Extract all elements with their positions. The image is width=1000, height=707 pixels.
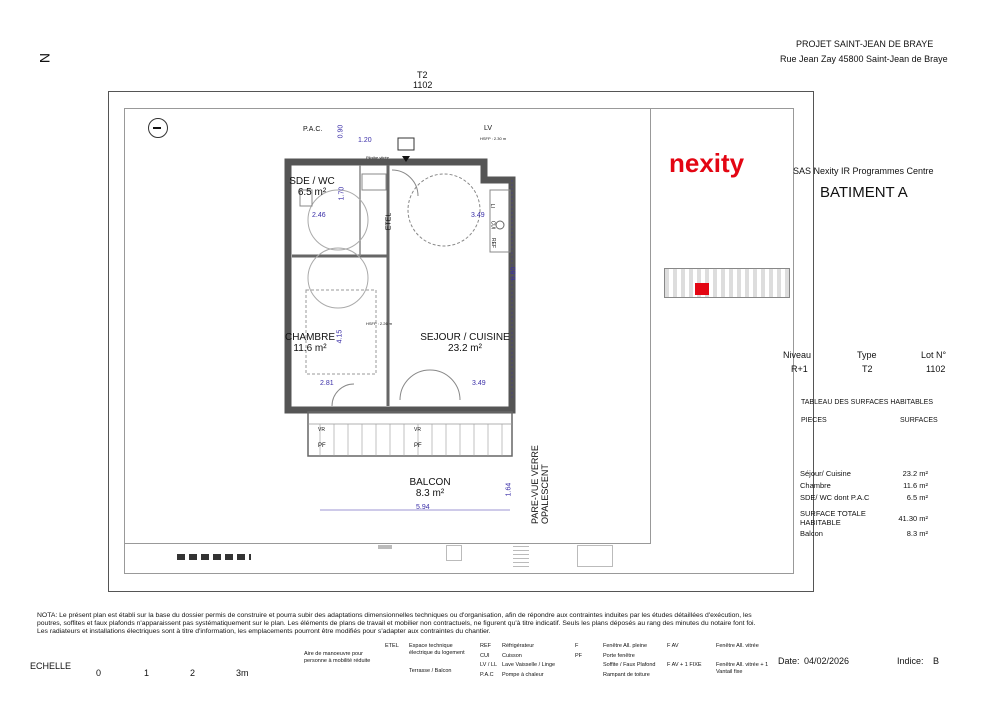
room-chambre-name: CHAMBRE (284, 332, 335, 343)
scale-1: 1 (144, 668, 150, 678)
legend-terrasse: Terrasse / Balcon (409, 668, 452, 674)
unit-number-top: 1102 (413, 80, 433, 90)
dim-281: 2.81 (320, 380, 334, 387)
row-surface: 23.2 m² (902, 469, 928, 478)
room-sde-name: SDE / WC (289, 176, 335, 187)
legend-lv-val: Lave Vaisselle / Linge (502, 662, 556, 668)
ref-label: REF (490, 238, 496, 248)
room-balcon-area: 8.3 m² (415, 488, 445, 499)
legend-cui-key: CUI (480, 653, 490, 659)
dim-680: 6.80 (510, 266, 518, 281)
titleblock-divider (650, 108, 651, 544)
company-name: SAS Nexity IR Programmes Centre (793, 166, 934, 176)
echelle-label: ECHELLE (30, 661, 72, 671)
dim-415: 4.15 (336, 329, 344, 344)
legend-rampant: Rampant de toiture (603, 672, 650, 678)
col-type: Type (857, 350, 877, 360)
dim-090: 0.90 (337, 124, 345, 139)
room-sejour-area: 23.2 m² (448, 343, 482, 354)
parevue-label: PARE-VUE VERRE OPALESCENT (530, 445, 550, 524)
row-piece: Séjour/ Cuisine (800, 469, 851, 478)
table-row (800, 469, 940, 481)
table-row (800, 529, 940, 541)
compass-icon (148, 118, 168, 138)
key-plan-unit-highlight (695, 283, 709, 295)
val-lot: 1102 (926, 364, 946, 374)
table-title: TABLEAU DES SURFACES HABITABLES (801, 399, 934, 406)
table-row (800, 493, 940, 507)
cui-label: CUI (489, 220, 496, 230)
legend-mark (577, 545, 613, 567)
room-chambre-area: 11.6 m² (293, 343, 327, 354)
hsfp-top: HSFP : 2.30 m (480, 136, 507, 141)
col-niveau: Niveau (783, 350, 812, 360)
legend-ref-key: REF (480, 643, 491, 649)
dim-246: 2.46 (312, 212, 326, 219)
row-piece: SURFACE TOTALE HABITABLE (800, 509, 866, 527)
dim-170: 1.70 (338, 186, 346, 201)
legend-ref-val: Réfrigérateur (502, 643, 535, 649)
col-lot: Lot N° (921, 350, 947, 360)
legend-aire: Aire de manoeuvre pour personne à mobilité réduite (304, 651, 371, 664)
key-plan (664, 268, 790, 298)
legend-soffite: Soffite / Faux Plafond (603, 662, 656, 668)
row-piece: Balcon (800, 529, 823, 538)
row-surface: 6.5 m² (906, 493, 928, 502)
indice-value: B (933, 656, 940, 666)
scale-2: 2 (190, 668, 196, 678)
val-type: T2 (862, 364, 873, 374)
scale-0: 0 (96, 668, 102, 678)
th-surfaces: SURFACES (900, 417, 938, 424)
north-label: N (37, 52, 54, 64)
li-label: LI (489, 203, 496, 209)
dim-164: 1.64 (505, 482, 513, 497)
row-piece: SDE/ WC dont P.A.C (800, 493, 870, 502)
room-sde-area: 6.5 m² (297, 187, 327, 198)
unit-type-top: T2 (417, 70, 428, 80)
legend-cui-val: Cuisson (502, 653, 522, 659)
hsfp-mid: HSFP : 2.26 m (366, 321, 393, 326)
row-surface: 11.6 m² (903, 481, 928, 490)
legend-etel-key: ETEL (385, 643, 399, 649)
legend-mark (378, 545, 392, 549)
vr-label-right: VR (414, 427, 421, 433)
room-balcon (400, 477, 460, 499)
dim-594: 5.94 (416, 504, 430, 511)
dim-349-top: 3.49 (471, 212, 485, 219)
building-name: BATIMENT A (820, 184, 908, 201)
pac-label: P.A.C. (303, 126, 323, 133)
legend-fav-key: F AV (667, 643, 679, 649)
pf-label-left: PF (318, 443, 326, 449)
pf-label-right: PF (414, 443, 422, 449)
indice-label: Indice: (897, 656, 924, 666)
etel-label: ETEL (385, 212, 393, 231)
legend-lv-key: LV / LL (480, 662, 498, 668)
room-chambre (280, 332, 340, 354)
vr-label-left: VR (318, 427, 325, 433)
scale-3m: 3m (236, 668, 249, 678)
plinth-label: Plinthe vitrée (366, 155, 390, 160)
room-sde (284, 176, 340, 198)
project-address: Rue Jean Zay 45800 Saint-Jean de Braye (780, 54, 948, 64)
project-title: PROJET SAINT-JEAN DE BRAYE (796, 39, 934, 49)
legend-pf-val: Porte fenêtre (603, 653, 635, 659)
nexity-logo: nexity (669, 148, 745, 178)
room-sejour-name: SEJOUR / CUISINE (420, 332, 510, 343)
dim-349-bottom: 3.49 (472, 380, 486, 387)
surfaces-table (800, 469, 940, 541)
legend-fav1-val: Fenêtre All. vitrée + 1 Vantail fixe (716, 662, 769, 675)
legend-pf-key: PF (575, 653, 583, 659)
room-sejour (410, 332, 520, 354)
date-label: Date: (778, 656, 800, 666)
table-row (800, 507, 940, 529)
footer-note: NOTA: Le présent plan est établi sur la base du dossier permis de construire et pourra subir des adaptations dimensionnelles techniques ou d'organisation, afin de répondre aux contraintes induites par les études détaillées d'exécution, les poutres, soffites et faux plafonds n'apparaissent pas systématiquement sur le plan. Les éléments de plans de travail et mobilier non contractuels, ne figurent qu'à titre indicatif. Seuls les plans déposés au rang des minutes du notaire font foi. Les radiateurs et installations électriques sont à titre d'information, les emplacements pourront être modifiés pour s'adapter aux contraintes du chantier. (37, 612, 756, 635)
legend-pac-val: Pompe à chaleur (502, 672, 544, 678)
lv-label: LV (484, 125, 493, 132)
legend-pac-key: P.A.C (480, 672, 494, 678)
row-surface: 8.3 m² (906, 529, 928, 538)
row-piece: Chambre (800, 481, 831, 490)
legend-fav-val: Fenêtre All. vitrée (716, 643, 759, 649)
table-row (800, 481, 940, 493)
legend-f-val: Fenêtre All. pleine (603, 643, 648, 649)
legend-mark (513, 545, 529, 567)
legend-mark (446, 545, 462, 561)
legend-f-key: F (575, 643, 579, 649)
th-pieces: PIECES (801, 417, 827, 424)
legend-fav1-key: F AV + 1 FIXE (667, 662, 702, 668)
val-niveau: R+1 (791, 364, 808, 374)
row-surface: 41.30 m² (898, 513, 928, 523)
legend-etel-val: Espace technique électrique du logement (409, 643, 465, 656)
scale-bar-graphic (177, 554, 251, 560)
dim-120: 1.20 (358, 137, 372, 144)
date-value: 04/02/2026 (804, 656, 850, 666)
room-balcon-name: BALCON (409, 477, 451, 488)
